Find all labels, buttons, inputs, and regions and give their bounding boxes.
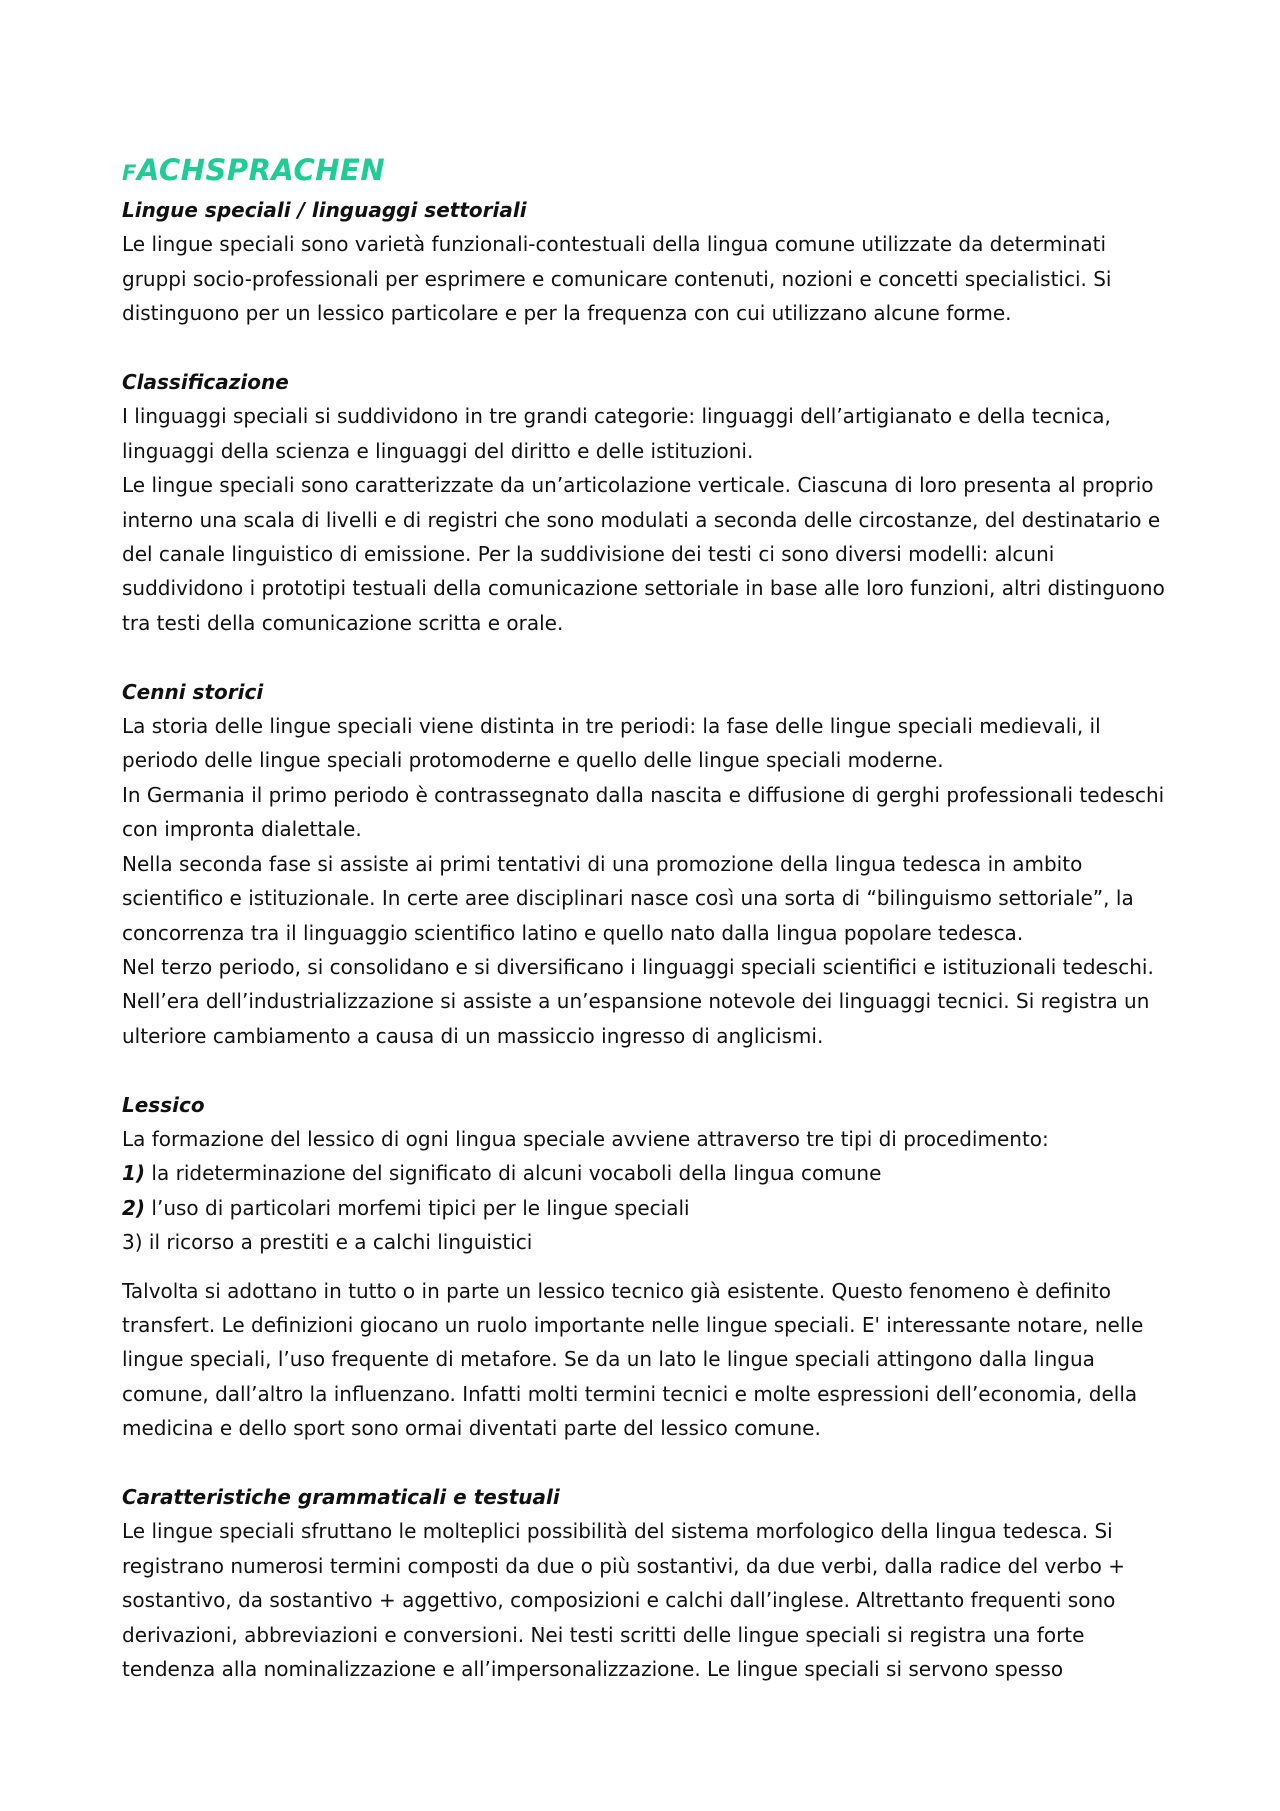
section-intro: [122, 193, 1172, 331]
paragraph: Le lingue speciali sono varietà funzionali-contestuali della lingua comune utilizzate da determinati gruppi socio-professionali per esprimere e comunicare contenuti, nozioni e concetti specialistici. Si distinguono per un lessico particolare e per la frequenza con cui utilizzano alcune forme.: [122, 232, 1112, 326]
paragraph: La formazione del lessico di ogni lingua speciale avviene attraverso tre tipi di procedimento:: [122, 1126, 1049, 1151]
section-heading: Lingue speciali / linguaggi settoriali: [122, 198, 527, 222]
list-number: 1): [122, 1161, 146, 1186]
section-classificazione: [122, 365, 1172, 640]
section-heading: Cenni storici: [122, 679, 264, 704]
list-number: 2): [122, 1195, 146, 1220]
list-text: il ricorso a prestiti e a calchi linguistici: [142, 1230, 533, 1255]
paragraph: Talvolta si adottano in tutto o in parte un lessico tecnico già esistente. Questo fenomeno è definito transfert. Le definizioni giocano un ruolo importante nelle lingue speciali. E' interessante notare, nelle lingue speciali, l’uso frequente di metafore. Se da un lato le lingue speciali attingono dalla lingua comune, dall’altro la influenzano. Infatti molti termini tecnici e molte espressioni dell’economia, della medicina e dello sport sono ormai diventati parte del lessico comune.: [122, 1278, 1144, 1441]
paragraph: Nella seconda fase si assiste ai primi tentativi di una promozione della lingua tedesca in ambito scientifico e istituzionale. In certe aree disciplinari nasce così una sorta di “bilinguismo settoriale”, la concorrenza tra il linguaggio scientifico latino e quello nato dalla lingua popolare tedesca.: [122, 851, 1134, 945]
section-grammatica: [122, 1480, 1172, 1686]
section-cenni-storici: [122, 675, 1172, 1053]
spacer: [122, 1260, 1172, 1274]
title-initial: F: [122, 161, 137, 185]
list-text: la rideterminazione del significato di alcuni vocaboli della lingua comune: [145, 1161, 882, 1186]
paragraph: I linguaggi speciali si suddividono in tre grandi categorie: linguaggi dell’artigianato e della tecnica, linguaggi della scienza e linguaggi del diritto e delle istituzioni.: [122, 404, 1111, 463]
section-heading: Caratteristiche grammaticali e testuali: [122, 1484, 560, 1509]
section-lessico: [122, 1088, 1172, 1446]
section-heading: Lessico: [122, 1092, 205, 1117]
section-heading: Classificazione: [122, 370, 289, 395]
paragraph: Le lingue speciali sono caratterizzate da un’articolazione verticale. Ciascuna di loro presenta al proprio interno una scala di livelli e di registri che sono modulati a seconda delle circostanze, del destinatario e del canale linguistico di emissione. Per la suddivisione dei testi ci sono diversi modelli: alcuni suddividono i prototipi testuali della comunicazione settoriale in base alle loro funzioni, altri distinguono tra testi della comunicazione scritta e orale.: [122, 473, 1165, 635]
document-page: [122, 150, 1172, 1721]
list-number: 3): [122, 1230, 143, 1255]
list-item: [122, 1225, 1172, 1259]
list-item: [122, 1191, 1172, 1225]
list-item: [122, 1156, 1172, 1190]
paragraph: In Germania il primo periodo è contrassegnato dalla nascita e diffusione di gerghi professionali tedeschi con impronta dialettale.: [122, 782, 1165, 842]
paragraph: La storia delle lingue speciali viene distinta in tre periodi: la fase delle lingue speciali medievali, il periodo delle lingue speciali protomoderne e quello delle lingue speciali moderne.: [122, 714, 1101, 773]
list-text: l’uso di particolari morfemi tipici per le lingue speciali: [145, 1195, 690, 1220]
paragraph: Nel terzo periodo, si consolidano e si diversificano i linguaggi speciali scientifici e istituzionali tedeschi. Nell’era dell’industrializzazione si assiste a un’espansione notevole dei linguaggi tecnici. Si registra un ulteriore cambiamento a causa di un massiccio ingresso di anglicismi.: [122, 954, 1154, 1048]
title-rest: ACHSPRACHEN: [136, 153, 386, 187]
paragraph: Le lingue speciali sfruttano le molteplici possibilità del sistema morfologico della lingua tedesca. Si registrano numerosi termini composti da due o più sostantivi, da due verbi, dalla radice del verbo + sostantivo, da sostantivo + aggettivo, composizioni e calchi dall’inglese. Altrettanto frequenti sono derivazioni, abbreviazioni e conversioni. Nei testi scritti delle lingue speciali si registra una forte tendenza alla nominalizzazione e all’impersonalizzazione. Le lingue speciali si servono spesso: [122, 1519, 1125, 1681]
document-title: [122, 150, 1172, 193]
